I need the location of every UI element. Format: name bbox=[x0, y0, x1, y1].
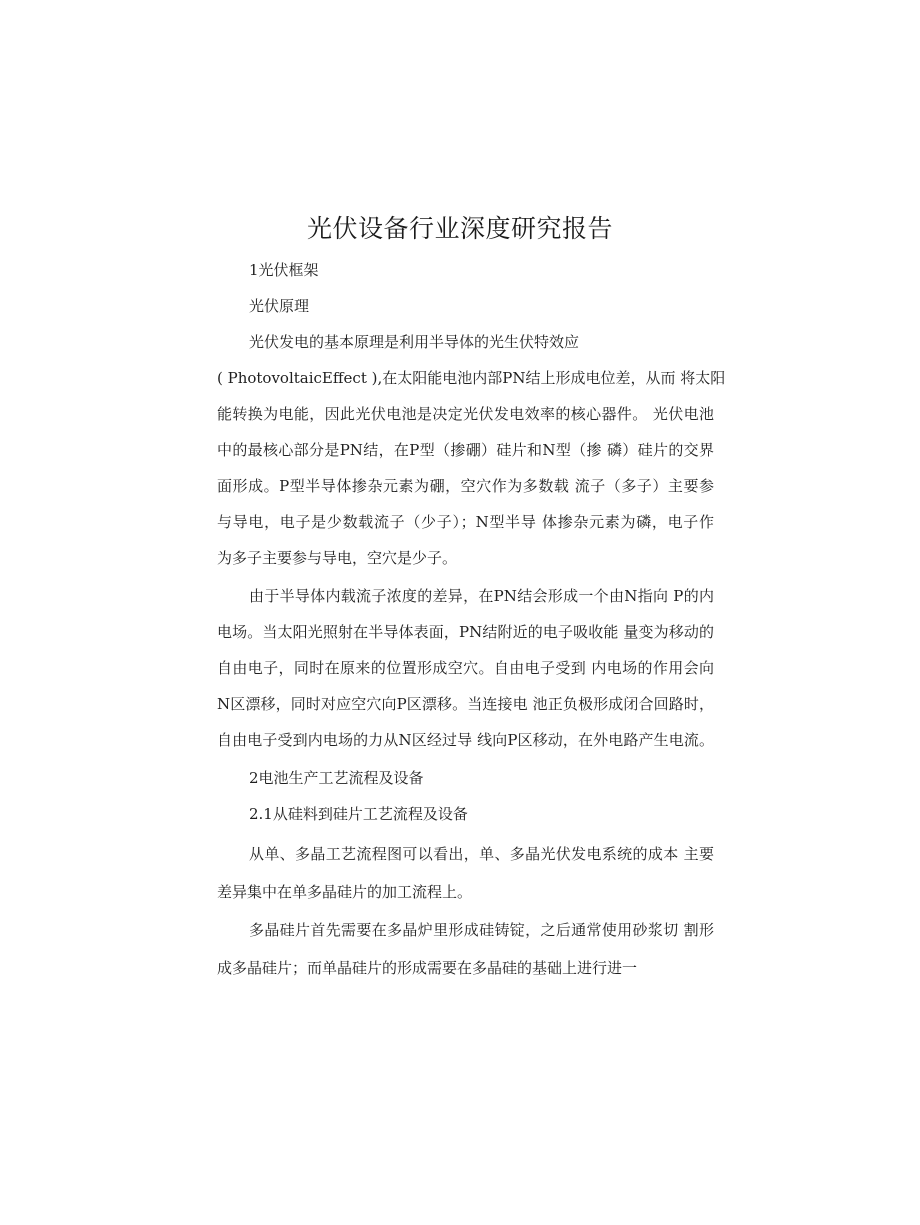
paragraph-line: 能转换为电能，因此光伏电池是决定光伏发电效率的核心器件。 光伏电池 bbox=[217, 405, 714, 423]
paragraph-line: 电场。当太阳光照射在半导体表面，PN结附近的电子吸收能 量变为移动的 bbox=[217, 623, 714, 641]
subsection-heading: 光伏原理 bbox=[249, 297, 310, 315]
paragraph-line: 中的最核心部分是PN结，在P型（掺硼）硅片和N型（掺 磷）硅片的交界 bbox=[217, 441, 714, 459]
paragraph-line: 面形成。P型半导体掺杂元素为硼，空穴作为多数载 流子（多子）主要参 bbox=[217, 477, 714, 495]
paragraph-line: 自由电子，同时在原来的位置形成空穴。自由电子受到 内电场的作用会向 bbox=[217, 659, 714, 677]
paragraph-line: 为多子主要参与导电，空穴是少子。 bbox=[217, 549, 458, 567]
paragraph-line: 与导电，电子是少数载流子（少子）；N型半导 体掺杂元素为磷，电子作 bbox=[217, 513, 714, 531]
subsection-heading: 2.1从硅料到硅片工艺流程及设备 bbox=[249, 805, 468, 823]
paragraph-line: 差异集中在单多晶硅片的加工流程上。 bbox=[217, 883, 473, 901]
paragraph-line: 自由电子受到内电场的力从N区经过导 线向P区移动，在外电路产生电流。 bbox=[217, 731, 714, 749]
paragraph-line: N区漂移，同时对应空穴向P区漂移。当连接电 池正负极形成闭合回路时， bbox=[217, 695, 714, 713]
paragraph-line: 从单、多晶工艺流程图可以看出，单、多晶光伏发电系统的成本 主要 bbox=[249, 845, 714, 863]
section-heading: 2电池生产工艺流程及设备 bbox=[249, 769, 424, 787]
paragraph-line: 由于半导体内载流子浓度的差异，在PN结会形成一个由N指向 P的内 bbox=[249, 587, 714, 605]
paragraph-line: ( PhotovoltaicEffect ),在太阳能电池内部PN结上形成电位差，从而 将太阳 bbox=[217, 369, 726, 387]
page-title: 光伏设备行业深度研究报告 bbox=[306, 214, 613, 243]
paragraph-line: 光伏发电的基本原理是利用半导体的光生伏特效应 bbox=[249, 333, 580, 351]
paragraph-line: 多晶硅片首先需要在多晶炉里形成硅铸锭，之后通常使用砂浆切 割形 bbox=[249, 921, 714, 939]
paragraph-line: 成多晶硅片；而单晶硅片的形成需要在多晶硅的基础上进行进一 bbox=[217, 959, 638, 977]
section-heading: 1光伏框架 bbox=[249, 261, 319, 279]
